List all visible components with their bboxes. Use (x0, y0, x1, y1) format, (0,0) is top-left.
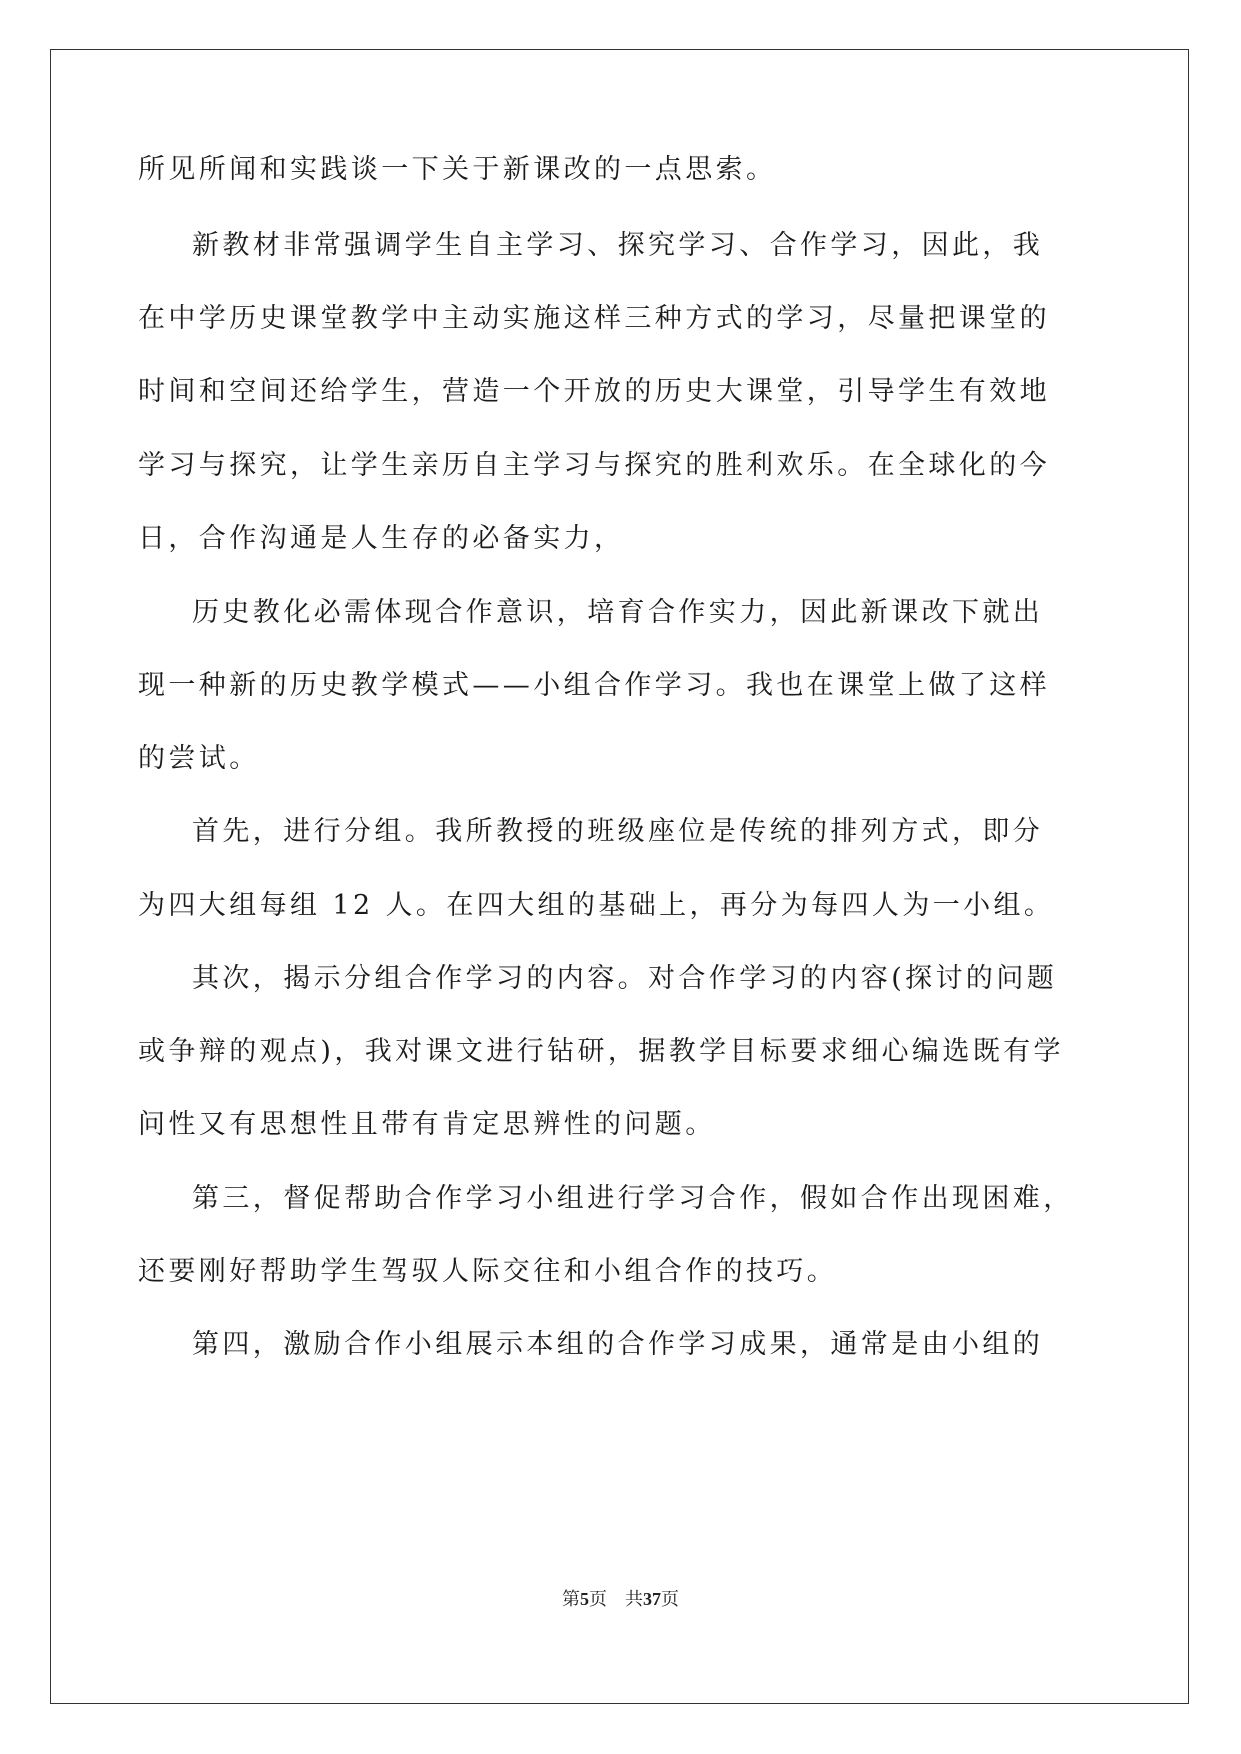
page-suffix: 页 (661, 1589, 679, 1609)
page-prefix: 第 (562, 1589, 580, 1609)
text-line-2: 新教材非常强调学生自主学习、探究学习、合作学习，因此，我 (192, 230, 1044, 261)
text-line-3: 在中学历史课堂教学中主动实施这样三种方式的学习，尽量把课堂的 (138, 303, 1050, 334)
text-line-14: 问性又有思想性且带有肯定思辨性的问题。 (138, 1109, 716, 1140)
text-line-5: 学习与探究，让学生亲历自主学习与探究的胜利欢乐。在全球化的今 (138, 450, 1050, 481)
text-line-12: 其次，揭示分组合作学习的内容。对合作学习的内容(探讨的问题 (192, 963, 1058, 994)
text-line-1: 所见所闻和实践谈一下关于新课改的一点思索。 (138, 154, 777, 185)
text-line-7: 历史教化必需体现合作意识，培育合作实力，因此新课改下就出 (192, 597, 1044, 628)
text-line-10: 首先，进行分组。我所教授的班级座位是传统的排列方式，即分 (192, 816, 1044, 847)
page-mid: 页 共 (589, 1589, 643, 1609)
text-line-6: 日，合作沟通是人生存的必备实力， (138, 523, 625, 554)
text-line-15: 第三，督促帮助合作学习小组进行学习合作，假如合作出现困难， (192, 1183, 1074, 1214)
text-line-17: 第四，激励合作小组展示本组的合作学习成果，通常是由小组的 (192, 1329, 1044, 1360)
page-number-footer (0, 1585, 1241, 1611)
text-line-16: 还要刚好帮助学生驾驭人际交往和小组合作的技巧。 (138, 1256, 838, 1287)
page-current: 5 (580, 1589, 589, 1609)
page-border (50, 49, 1189, 1704)
text-line-4: 时间和空间还给学生，营造一个开放的历史大课堂，引导学生有效地 (138, 376, 1050, 407)
text-line-11: 为四大组每组 12 人。在四大组的基础上，再分为每四人为一小组。 (138, 890, 1055, 921)
text-line-9: 的尝试。 (138, 743, 260, 774)
page-total: 37 (643, 1589, 661, 1609)
text-line-8: 现一种新的历史教学模式——小组合作学习。我也在课堂上做了这样 (138, 670, 1050, 701)
text-line-13: 或争辩的观点)，我对课文进行钻研，据教学目标要求细心编选既有学 (138, 1036, 1064, 1067)
